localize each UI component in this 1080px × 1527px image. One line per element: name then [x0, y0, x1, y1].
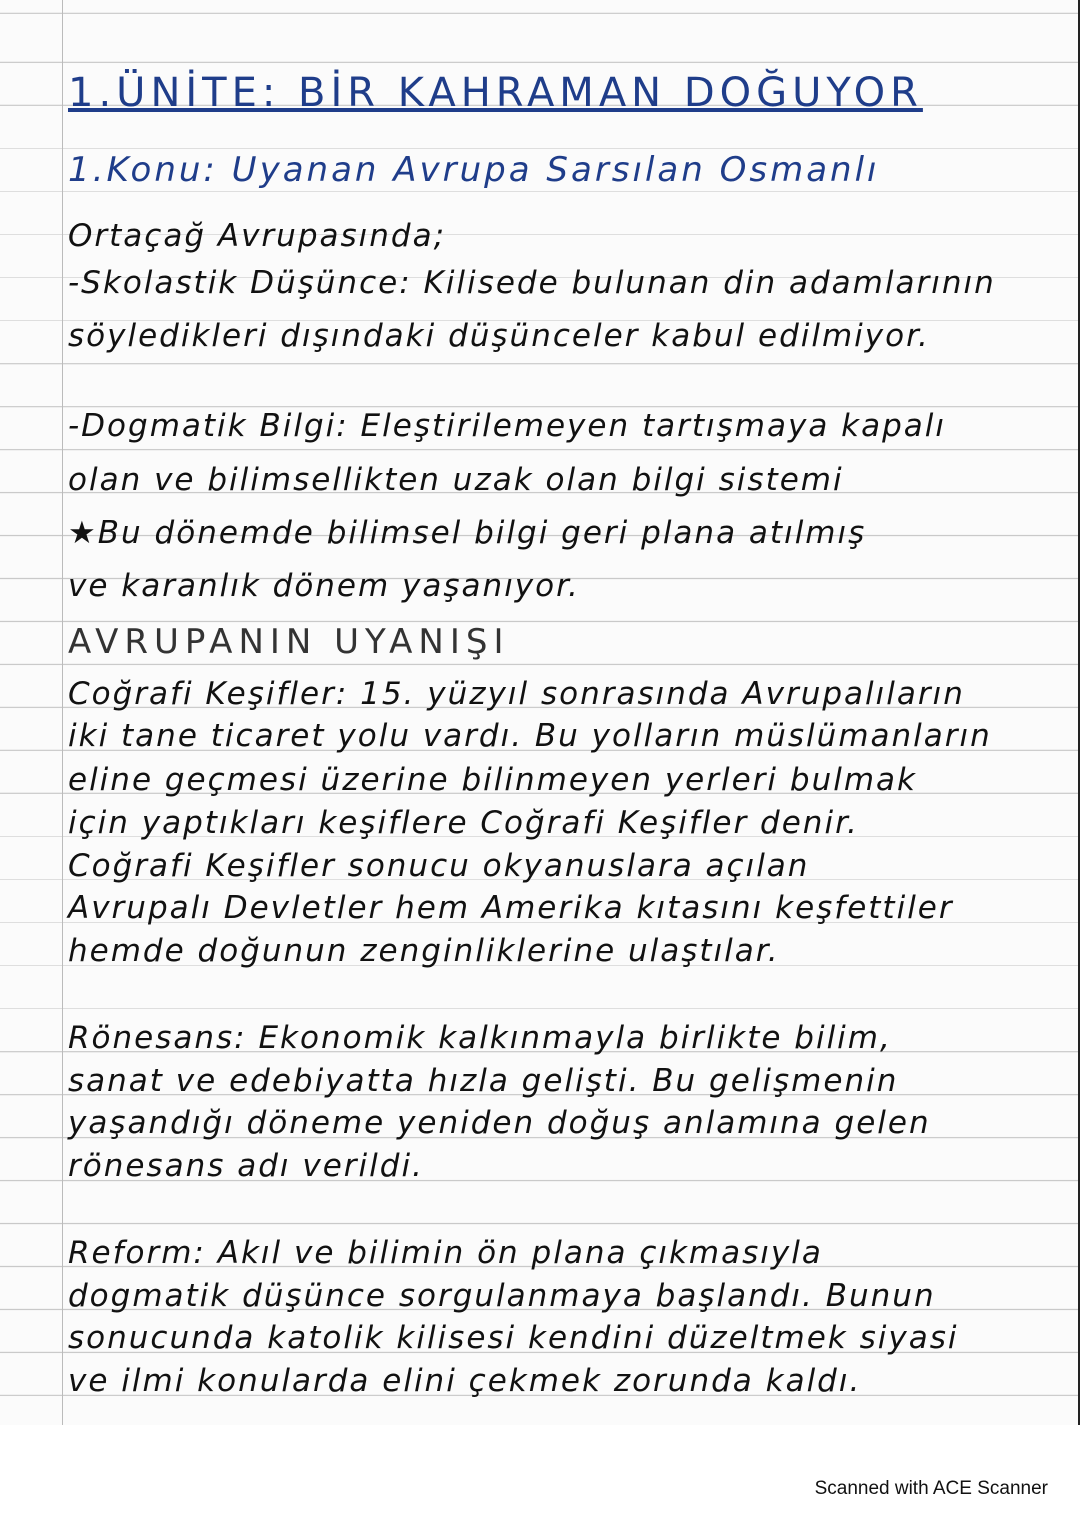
note-line: -Skolastik Düşünce: Kilisede bulunan din adamlarının: [68, 265, 996, 301]
note-line: Coğrafi Keşifler: 15. yüzyıl sonrasında Avrupalıların: [68, 676, 965, 712]
note-line: sonucunda katolik kilisesi kendini düzeltmek siyasi: [68, 1320, 959, 1356]
note-line: rönesans adı verildi.: [68, 1148, 424, 1184]
note-line: dogmatik düşünce sorgulanmaya başlandı. Bunun: [68, 1278, 936, 1314]
note-line: Avrupalı Devletler hem Amerika kıtasını keşfettiler: [68, 890, 954, 926]
note-line: sanat ve edebiyatta hızla gelişti. Bu gelişmenin: [68, 1063, 899, 1099]
note-line: yaşandığı döneme yeniden doğuş anlamına gelen: [68, 1105, 931, 1141]
unit-title: 1.ÜNİTE: BİR KAHRAMAN DOĞUYOR: [68, 70, 923, 116]
margin-line: [62, 0, 63, 1425]
note-line: olan ve bilimsellikten uzak olan bilgi sistemi: [68, 462, 844, 498]
note-line: Coğrafi Keşifler sonucu okyanuslara açılan: [68, 848, 810, 884]
note-line: Ortaçağ Avrupasında;: [68, 218, 447, 254]
note-line: ve ilmi konularda elini çekmek zorunda kaldı.: [68, 1363, 862, 1399]
note-line: iki tane ticaret yolu vardı. Bu yolların müslümanların: [68, 718, 992, 754]
note-line: için yaptıkları keşiflere Coğrafi Keşifler denir.: [68, 805, 859, 841]
note-line: Rönesans: Ekonomik kalkınmayla birlikte bilim,: [68, 1020, 892, 1056]
note-line: ve karanlık dönem yaşanıyor.: [68, 568, 580, 604]
note-line: -Dogmatik Bilgi: Eleştirilemeyen tartışmaya kapalı: [68, 408, 947, 444]
note-line: ★Bu dönemde bilimsel bilgi geri plana atılmış: [68, 515, 867, 551]
note-line: söyledikleri dışındaki düşünceler kabul edilmiyor.: [68, 318, 930, 354]
note-line: Reform: Akıl ve bilimin ön plana çıkmasıyla: [68, 1235, 823, 1271]
scanner-watermark: Scanned with ACE Scanner: [814, 1478, 1048, 1499]
note-line: hemde doğunun zenginliklerine ulaştılar.: [68, 933, 780, 969]
section-heading: AVRUPANIN UYANIŞI: [68, 622, 510, 662]
note-line: eline geçmesi üzerine bilinmeyen yerleri bulmak: [68, 762, 917, 798]
topic-subtitle: 1.Konu: Uyanan Avrupa Sarsılan Osmanlı: [68, 150, 880, 190]
